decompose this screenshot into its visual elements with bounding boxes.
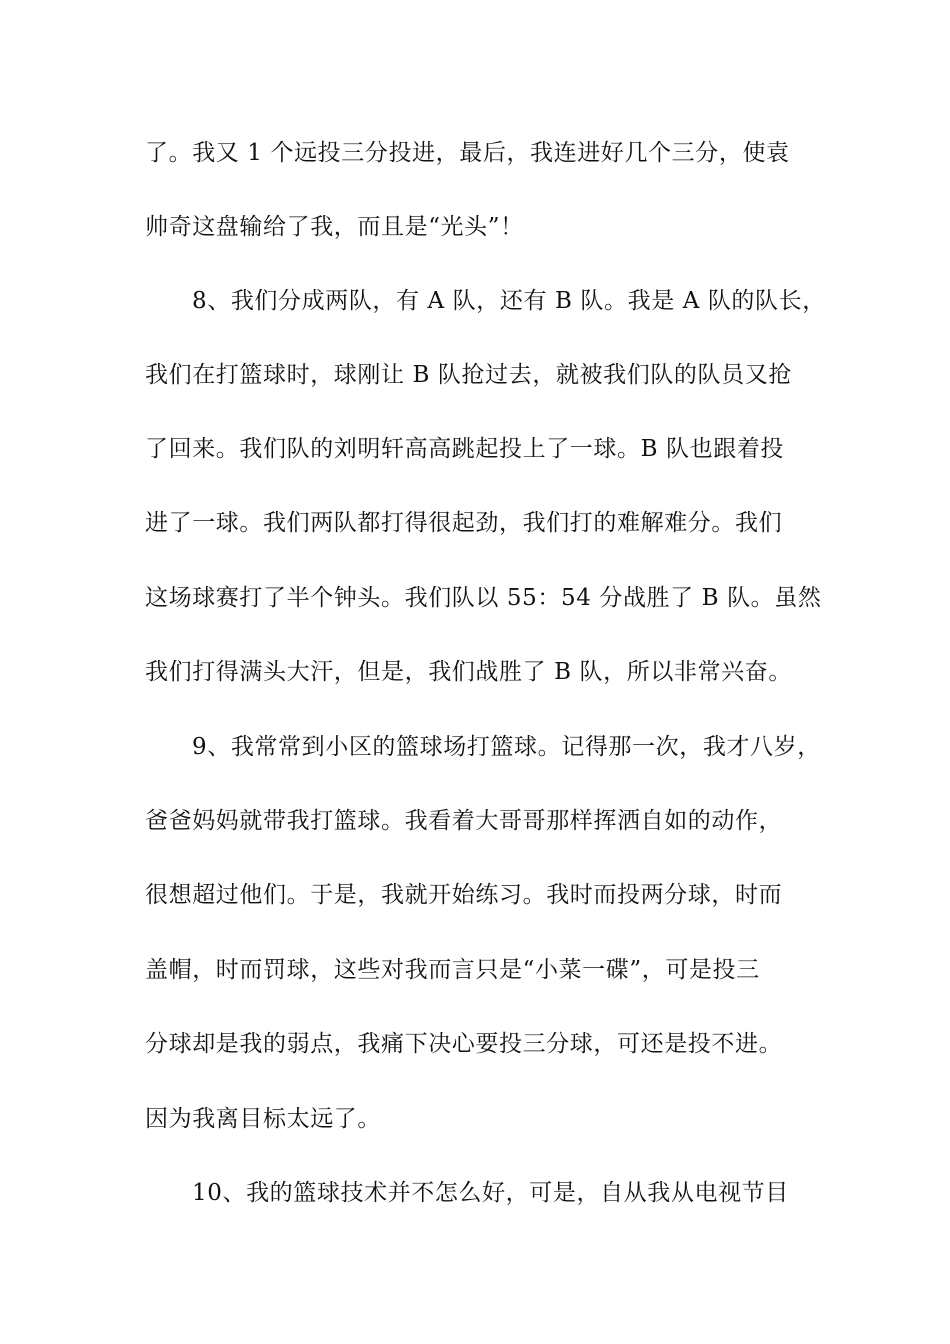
text-line: 我们打得满头大汗，但是，我们战胜了 B 队，所以非常兴奋。	[145, 659, 792, 685]
paragraph-10-first-line: 10、我的篮球技术并不怎么好，可是，自从我从电视节目	[192, 1180, 789, 1206]
text-line: 了。我又 1 个远投三分投进，最后，我连进好几个三分，使袁	[145, 140, 790, 166]
text-line: 进了一球。我们两队都打得很起劲，我们打的难解难分。我们	[145, 510, 783, 536]
text-line: 我们在打篮球时，球刚让 B 队抢过去，就被我们队的队员又抢	[145, 362, 792, 388]
text-line: 因为我离目标太远了。	[145, 1106, 381, 1132]
text-line: 帅奇这盘输给了我，而且是“光头”！	[145, 214, 524, 240]
text-line: 盖帽，时而罚球，这些对我而言只是“小菜一碟”，可是投三	[145, 957, 760, 983]
paragraph-8-first-line: 8、我们分成两队，有 A 队，还有 B 队。我是 A 队的队长，	[192, 288, 826, 314]
text-line: 爸爸妈妈就带我打篮球。我看着大哥哥那样挥洒自如的动作，	[145, 808, 783, 834]
paragraph-9-first-line: 9、我常常到小区的篮球场打篮球。记得那一次，我才八岁，	[192, 734, 821, 760]
text-line: 很想超过他们。于是，我就开始练习。我时而投两分球，时而	[145, 882, 783, 908]
text-line: 这场球赛打了半个钟头。我们队以 55：54 分战胜了 B 队。虽然	[145, 585, 822, 611]
text-line: 分球却是我的弱点，我痛下决心要投三分球，可还是投不进。	[145, 1031, 783, 1057]
text-line: 了回来。我们队的刘明轩高高跳起投上了一球。B 队也跟着投	[145, 436, 785, 462]
